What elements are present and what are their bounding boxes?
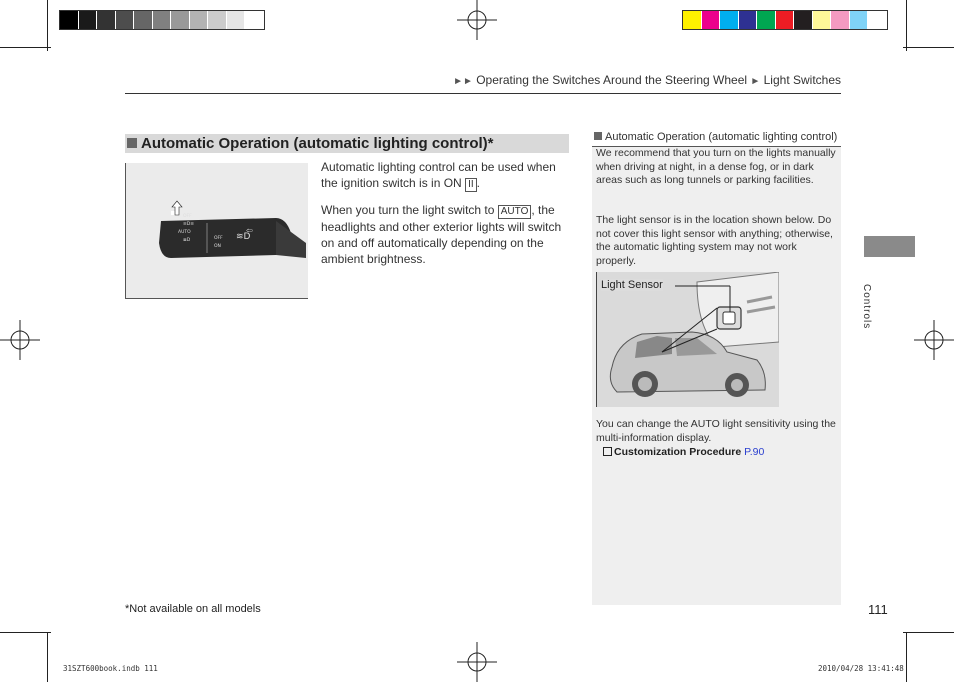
note-paragraph: We recommend that you turn on the lights manually when driving at night, in a dense fog, or in dark areas such as long tunnels or parking facilities. — [596, 147, 836, 186]
side-note-title: Automatic Operation (automatic lighting control) — [592, 130, 841, 147]
chapter-tab[interactable] — [864, 236, 915, 257]
svg-text:OFF: OFF — [183, 214, 192, 219]
print-slug-file: 31SZT600book.indb 111 — [63, 664, 158, 673]
color-swatch — [720, 11, 739, 29]
light-sensor-label: Light Sensor — [601, 279, 663, 291]
svg-text:ON: ON — [214, 244, 221, 249]
svg-text:≡D≡: ≡D≡ — [183, 222, 195, 227]
cross-reference-link[interactable] — [603, 446, 764, 458]
breadcrumb — [453, 73, 841, 87]
color-swatch — [227, 11, 246, 29]
color-swatch — [79, 11, 98, 29]
registration-mark-icon — [457, 642, 497, 682]
breadcrumb-arrow-icon: ► — [750, 76, 761, 87]
paragraph: When you turn the light switch to AUTO , the headlights and other exterior lights will switch on and off automatically depending on the ambient brightness. — [321, 203, 562, 266]
crop-mark — [47, 632, 48, 682]
section-body — [321, 159, 567, 277]
color-swatch — [208, 11, 227, 29]
note-paragraph: You can change the AUTO light sensitivity using the multi-information display. — [596, 418, 836, 444]
color-swatch — [97, 11, 116, 29]
breadcrumb-page: Light Switches — [763, 73, 841, 87]
color-calibration-bar — [682, 10, 888, 30]
svg-text:⇦: ⇦ — [246, 226, 253, 235]
light-sensor-illustration — [596, 272, 778, 407]
color-swatch — [831, 11, 850, 29]
color-swatch — [868, 11, 887, 29]
page-number: 111 — [868, 602, 888, 617]
registration-mark-icon — [914, 320, 954, 360]
svg-text:AUTO: AUTO — [178, 230, 191, 235]
crop-mark — [903, 632, 954, 633]
print-slug-timestamp: 2010/04/28 13:41:48 — [818, 664, 904, 673]
note-icon — [594, 132, 602, 140]
color-swatch — [813, 11, 832, 29]
color-swatch — [702, 11, 721, 29]
gray-calibration-bar — [59, 10, 265, 30]
color-swatch — [116, 11, 135, 29]
color-swatch — [794, 11, 813, 29]
header-divider — [125, 93, 841, 94]
crop-mark — [0, 632, 51, 633]
color-swatch — [153, 11, 172, 29]
color-swatch — [245, 11, 264, 29]
svg-text:≋D: ≋D — [236, 232, 251, 242]
color-swatch — [134, 11, 153, 29]
color-swatch — [190, 11, 209, 29]
registration-mark-icon — [457, 0, 497, 40]
breadcrumb-arrow-icon: ►► — [453, 76, 473, 87]
crop-mark — [47, 0, 48, 51]
paragraph: Automatic lighting control can be used when the ignition switch is in ON II . — [321, 160, 556, 190]
light-switch-illustration — [125, 163, 308, 299]
square-bullet-icon — [127, 138, 137, 148]
crop-mark — [906, 0, 907, 51]
section-title: Automatic Operation (automatic lighting control)* — [141, 135, 494, 152]
svg-text:OFF: OFF — [214, 236, 223, 241]
registration-mark-icon — [0, 320, 40, 360]
reference-arrow-icon — [603, 447, 612, 456]
note-paragraph: The light sensor is in the location shown below. Do not cover this light sensor with anything; otherwise, the automatic lighting system may not work properly. — [596, 214, 833, 267]
chapter-tab-label: Controls — [861, 284, 872, 330]
color-swatch — [171, 11, 190, 29]
color-swatch — [850, 11, 869, 29]
breadcrumb-section[interactable]: Operating the Switches Around the Steering Wheel — [476, 73, 748, 87]
color-swatch — [776, 11, 795, 29]
reference-page-link[interactable]: P.90 — [744, 446, 765, 458]
color-swatch — [739, 11, 758, 29]
svg-text:≣D: ≣D — [183, 238, 191, 243]
reference-title[interactable]: Customization Procedure — [614, 446, 742, 458]
crop-mark — [906, 632, 907, 682]
crop-mark — [0, 47, 51, 48]
color-swatch — [757, 11, 776, 29]
color-swatch — [60, 11, 79, 29]
crop-mark — [903, 47, 954, 48]
ignition-key-label: II — [465, 178, 477, 192]
color-swatch — [683, 11, 702, 29]
footnote: *Not available on all models — [125, 603, 261, 615]
auto-key-label: AUTO — [498, 205, 532, 219]
section-heading — [125, 134, 569, 153]
